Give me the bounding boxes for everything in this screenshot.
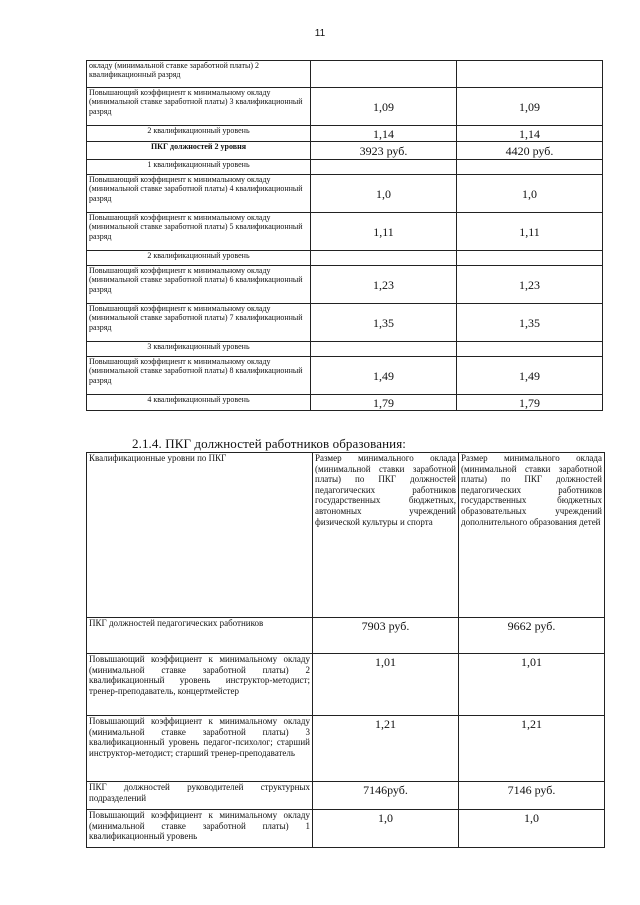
row-label: Повышающий коэффициент к минимальному окладу (минимальной ставке заработной платы) 5 квалификационный разряд: [87, 213, 311, 251]
row-label: 1 квалификационный уровень: [87, 160, 311, 175]
value-column-2: 4420 руб.: [457, 142, 603, 160]
table-row: [87, 126, 603, 142]
table-row: [87, 160, 603, 175]
value-column-1: 1,01: [313, 654, 459, 716]
row-label: Повышающий коэффициент к минимальному окладу (минимальной ставке заработной платы) 8 квалификационный разряд: [87, 357, 311, 395]
row-label: ПКГ должностей педагогических работников: [87, 618, 313, 654]
value-column-2: 7146 руб.: [459, 782, 605, 810]
value-column-2: 1,21: [459, 716, 605, 782]
coefficients-table-continued: [86, 60, 603, 411]
value-column-2: 1,09: [457, 88, 603, 126]
section-title: 2.1.4. ПКГ должностей работников образования:: [132, 436, 406, 451]
value-column-1: 1,14: [311, 126, 457, 142]
value-column-2: 1,35: [457, 304, 603, 342]
table-row: [87, 716, 605, 782]
table-row: [87, 357, 603, 395]
row-label: Повышающий коэффициент к минимальному окладу (минимальной ставке заработной платы) 2 квалификационный уровень инструктор-методист; тренер-преподаватель, концертмейстер: [87, 654, 313, 716]
table-row: [87, 618, 605, 654]
value-column-1: 1,23: [311, 266, 457, 304]
table-row: [87, 304, 603, 342]
value-column-1: [311, 251, 457, 266]
value-column-2: 1,0: [459, 810, 605, 848]
table-row: [87, 213, 603, 251]
value-column-1: [311, 342, 457, 357]
value-column-1: 1,35: [311, 304, 457, 342]
row-label: 3 квалификационный уровень: [87, 342, 311, 357]
value-column-2: 1,49: [457, 357, 603, 395]
value-column-2: 1,14: [457, 126, 603, 142]
row-label: Повышающий коэффициент к минимальному окладу (минимальной ставке заработной платы) 3 квалификационный уровень педагог-психолог; старший инструктор-методист; старший тренер-преподаватель: [87, 716, 313, 782]
value-column-1: 7146руб.: [313, 782, 459, 810]
table-row: [87, 782, 605, 810]
table-row: [87, 175, 603, 213]
value-column-2: 1,0: [457, 175, 603, 213]
header-qualification-levels: Квалификационные уровни по ПКГ: [87, 453, 313, 618]
value-column-1: [311, 61, 457, 88]
row-label: 2 квалификационный уровень: [87, 251, 311, 266]
table-row: [87, 142, 603, 160]
row-label: Повышающий коэффициент к минимальному окладу (минимальной ставке заработной платы) 6 квалификационный разряд: [87, 266, 311, 304]
value-column-1: 3923 руб.: [311, 142, 457, 160]
header-sports-institutions: Размер минимального оклада (минимальной ставки заработной платы) по ПКГ должностей педагогических работников государственных бюджетных, автономных учреждений физической культуры и спорта: [313, 453, 459, 618]
row-label: 4 квалификационный уровень: [87, 395, 311, 411]
education-workers-table: [86, 452, 605, 848]
table-row: [87, 654, 605, 716]
value-column-1: 1,0: [313, 810, 459, 848]
table-header-row: [87, 453, 605, 618]
value-column-2: 1,79: [457, 395, 603, 411]
value-column-1: 1,79: [311, 395, 457, 411]
value-column-2: 1,23: [457, 266, 603, 304]
value-column-1: 1,0: [311, 175, 457, 213]
row-label: Повышающий коэффициент к минимальному окладу (минимальной ставке заработной платы) 3 квалификационный разряд: [87, 88, 311, 126]
table-row: [87, 251, 603, 266]
row-label: Повышающий коэффициент к минимальному окладу (минимальной ставке заработной платы) 4 квалификационный разряд: [87, 175, 311, 213]
value-column-2: [457, 61, 603, 88]
table-row: [87, 88, 603, 126]
row-label: 2 квалификационный уровень: [87, 126, 311, 142]
header-additional-education: Размер минимального оклада (минимальной ставки заработной платы) по ПКГ должностей педагогических работников государственных бюджетных образовательных учреждений дополнительного образования детей: [459, 453, 605, 618]
table-row: [87, 61, 603, 88]
value-column-2: 1,01: [459, 654, 605, 716]
value-column-1: 1,21: [313, 716, 459, 782]
table-row: [87, 342, 603, 357]
value-column-2: 1,11: [457, 213, 603, 251]
row-label: ПКГ должностей 2 уровня: [87, 142, 311, 160]
value-column-1: 1,11: [311, 213, 457, 251]
table-row: [87, 810, 605, 848]
row-label: Повышающий коэффициент к минимальному окладу (минимальной ставке заработной платы) 7 квалификационный разряд: [87, 304, 311, 342]
value-column-2: [457, 251, 603, 266]
value-column-1: [311, 160, 457, 175]
page-number: 11: [314, 28, 326, 39]
value-column-1: 7903 руб.: [313, 618, 459, 654]
value-column-1: 1,09: [311, 88, 457, 126]
value-column-2: [457, 160, 603, 175]
table-row: [87, 395, 603, 411]
row-label: ПКГ должностей руководителей структурных подразделений: [87, 782, 313, 810]
value-column-2: [457, 342, 603, 357]
row-label: Повышающий коэффициент к минимальному окладу (минимальной ставке заработной платы) 1 квалификационный уровень: [87, 810, 313, 848]
value-column-1: 1,49: [311, 357, 457, 395]
row-label: окладу (минимальной ставке заработной платы) 2 квалификационный разряд: [87, 61, 311, 88]
table-row: [87, 266, 603, 304]
value-column-2: 9662 руб.: [459, 618, 605, 654]
